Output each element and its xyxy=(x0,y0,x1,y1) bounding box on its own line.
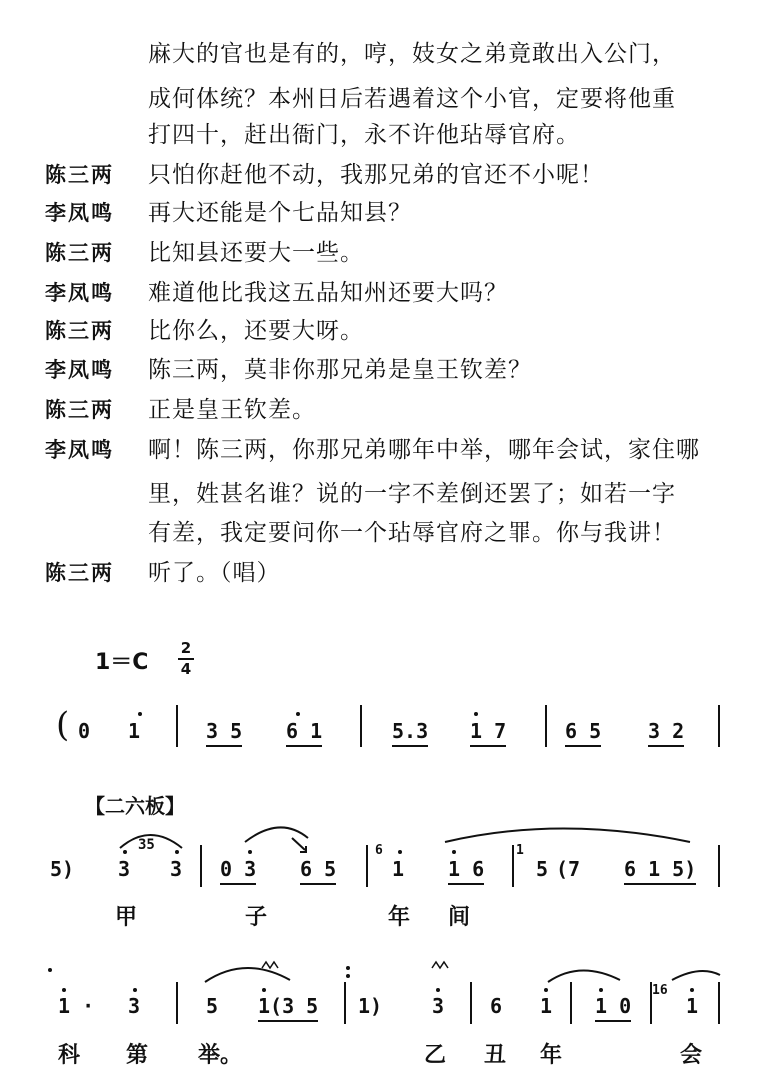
note: 3 xyxy=(432,994,445,1018)
note: 3 5 xyxy=(206,718,242,747)
dialogue-line xyxy=(0,553,772,593)
dialogue-text: 比知县还要大一些。 xyxy=(148,240,364,266)
high-octave-dot xyxy=(248,850,252,854)
grace-note: 1 xyxy=(516,843,524,858)
slur xyxy=(245,827,308,842)
barline xyxy=(366,845,368,887)
note: (7 xyxy=(556,857,581,881)
slur xyxy=(445,829,690,843)
note: 0 3 xyxy=(220,856,256,885)
note: 6 1 xyxy=(286,718,322,747)
dialogue-text: 打四十，赶出衙门，永不许他玷辱官府。 xyxy=(148,122,580,148)
note: 1) xyxy=(358,994,383,1018)
high-octave-dot xyxy=(133,988,137,992)
dialogue-text: 陈三两，莫非你那兄弟是皇王钦差？ xyxy=(148,357,532,383)
barline xyxy=(512,845,514,887)
dialogue-text: 正是皇王钦差。 xyxy=(148,397,316,423)
dialogue-line xyxy=(0,273,772,313)
note: 1 xyxy=(540,994,553,1018)
high-octave-dot xyxy=(296,712,300,716)
high-octave-dot xyxy=(474,712,478,716)
dialogue-line xyxy=(0,79,772,119)
note: 6 xyxy=(490,994,503,1018)
note: 6 1 5) xyxy=(624,856,696,885)
slur xyxy=(205,968,290,982)
dialogue-line xyxy=(0,474,772,514)
dialogue-line xyxy=(0,34,772,74)
section-label: 【二六板】 xyxy=(85,794,185,818)
note: 6 5 xyxy=(300,856,336,885)
high-octave-dot xyxy=(452,850,456,854)
slur xyxy=(548,970,620,982)
tie-arrow xyxy=(292,838,306,852)
note: 3 2 xyxy=(648,718,684,747)
note: 5) xyxy=(50,857,75,881)
staccato-dot xyxy=(48,968,52,972)
dialogue-line xyxy=(0,311,772,351)
lyric: 甲 xyxy=(115,905,138,930)
lyric: 年 xyxy=(540,1043,563,1068)
high-octave-dot xyxy=(599,988,603,992)
dialogue-text: 成何体统？本州日后若遇着这个小官，定要将他重 xyxy=(148,86,676,112)
slur xyxy=(672,971,720,980)
dialogue-line xyxy=(0,115,772,155)
note: 1 6 xyxy=(448,856,484,885)
grace-note: 35 xyxy=(138,837,155,853)
lyric: 会 xyxy=(680,1043,703,1068)
note: 1 · xyxy=(58,994,95,1018)
dialogue-text: 难道他比我这五品知州还要大吗？ xyxy=(148,280,508,306)
barline xyxy=(545,705,547,747)
speaker-name: 陈三两 xyxy=(45,241,114,265)
barline xyxy=(176,705,178,747)
lyric: 年 xyxy=(388,905,411,930)
note: 5.3 xyxy=(392,718,428,747)
speaker-name: 李凤鸣 xyxy=(45,201,114,225)
time-sig-bottom: 4 xyxy=(180,660,192,678)
dialogue-text: 比你么，还要大呀。 xyxy=(148,318,364,344)
dialogue-line xyxy=(0,390,772,430)
lyric: 科 xyxy=(58,1043,81,1068)
lyric: 第 xyxy=(126,1043,149,1068)
dialogue-text: 再大还能是个七品知县？ xyxy=(148,200,412,226)
speaker-name: 陈三两 xyxy=(45,561,114,585)
lyric: 乙 xyxy=(424,1043,447,1068)
note: 3 xyxy=(170,857,183,881)
barline xyxy=(718,705,720,747)
high-octave-dot xyxy=(690,988,694,992)
note: 3 xyxy=(118,857,131,881)
speaker-name: 陈三两 xyxy=(45,163,114,187)
dialogue-line xyxy=(0,155,772,195)
dialogue-line xyxy=(0,350,772,390)
speaker-name: 李凤鸣 xyxy=(45,358,114,382)
dialogue-text: 啊！陈三两，你那兄弟哪年中举，哪年会试，家住哪 xyxy=(148,437,700,463)
key-signature: 1＝C xyxy=(95,650,149,675)
speaker-name: 陈三两 xyxy=(45,398,114,422)
barline xyxy=(718,982,720,1024)
barline xyxy=(718,845,720,887)
barline xyxy=(200,845,202,887)
grace-note: 6 xyxy=(375,843,383,858)
barline xyxy=(176,982,178,1024)
note: 1(3 5 xyxy=(258,993,318,1022)
high-octave-dot xyxy=(398,850,402,854)
note: 5 xyxy=(536,857,549,881)
barline xyxy=(570,982,572,1024)
grace-note: 16 xyxy=(652,983,668,998)
note: 0 xyxy=(78,719,91,743)
high-octave-dot xyxy=(544,988,548,992)
barline xyxy=(360,705,362,747)
dialogue-text: 有差，我定要问你一个玷辱官府之罪。你与我讲！ xyxy=(148,520,676,546)
lyric: 子 xyxy=(245,905,268,930)
high-octave-dot xyxy=(436,988,440,992)
barline xyxy=(344,982,346,1024)
barline xyxy=(470,982,472,1024)
dialogue-line xyxy=(0,193,772,233)
speaker-name: 陈三两 xyxy=(45,319,114,343)
lyric: 间 xyxy=(448,905,471,930)
speaker-name: 李凤鸣 xyxy=(45,281,114,305)
fermata-dot xyxy=(346,966,350,970)
high-octave-dot xyxy=(62,988,66,992)
lyric: 丑 xyxy=(484,1043,507,1068)
speaker-name: 李凤鸣 xyxy=(45,438,114,462)
high-octave-dot xyxy=(138,712,142,716)
ornament-mark xyxy=(432,962,448,968)
note: 3 xyxy=(128,994,141,1018)
dialogue-text: 里，姓甚名谁？说的一字不差倒还罢了；如若一字 xyxy=(148,481,676,507)
high-octave-dot xyxy=(175,850,179,854)
dialogue-line xyxy=(0,513,772,553)
ornament-mark xyxy=(262,962,278,968)
note: 6 5 xyxy=(565,718,601,747)
high-octave-dot xyxy=(123,850,127,854)
note: 5 xyxy=(206,994,219,1018)
time-signature xyxy=(176,640,196,678)
dialogue-line xyxy=(0,233,772,273)
note: 1 xyxy=(128,719,141,743)
time-sig-top: 2 xyxy=(180,639,192,657)
note: 1 xyxy=(686,994,699,1018)
note: 1 0 xyxy=(595,993,631,1022)
dialogue-line xyxy=(0,430,772,470)
lyric: 举。 xyxy=(198,1043,243,1068)
open-parenthesis: ( xyxy=(56,705,70,745)
dialogue-text: 听了。（唱） xyxy=(148,560,281,586)
dialogue-text: 只怕你赶他不动，我那兄弟的官还不小呢！ xyxy=(148,162,604,188)
note: 1 xyxy=(392,857,405,881)
fermata-dot xyxy=(346,974,350,978)
high-octave-dot xyxy=(262,988,266,992)
dialogue-text: 麻大的官也是有的，哼，妓女之弟竟敢出入公门， xyxy=(148,41,676,67)
note: 1 7 xyxy=(470,718,506,747)
